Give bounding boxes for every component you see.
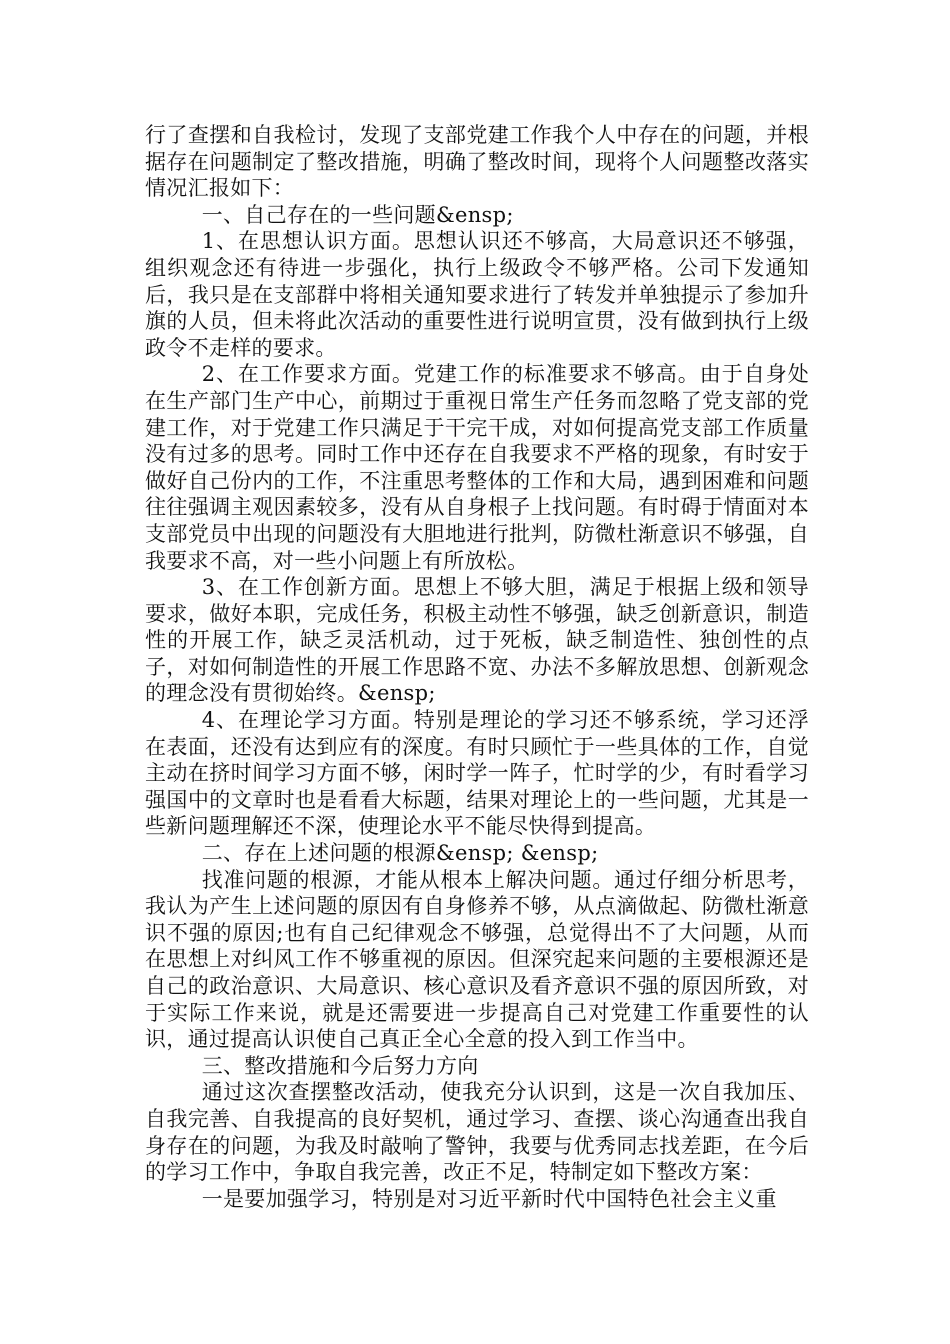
paragraph-rectification: 通过这次查摆整改活动，使我充分认识到，这是一次自我加压、自我完善、自我提高的良好契机，通过学习、查摆、谈心沟通查出我自身存在的问题，为我及时敲响了警钟，我要与优秀同志找差距，在今后的学习工作中，争取自我完善，改正不足，特制定如下整改方案：: [145, 1080, 809, 1185]
heading-section-1: 一、自己存在的一些问题&ensp;: [201, 202, 514, 227]
heading-section-3: 三、整改措施和今后努力方向: [201, 1053, 479, 1078]
paragraph-work-requirements: 2、在工作要求方面。党建工作的标准要求不够高。由于自身处在生产部门生产中心，前期过于重视日常生产任务而忽略了党支部的党建工作，对于党建工作只满足于干完干成，对如何提高党支部工作质量没有过多的思考。同时工作中还存在自我要求不严格的现象，有时安于做好自己份内的工作，不注重思考整体的工作和大局，遇到困难和问题往往强调主观因素较多，没有从自身根子上找问题。有时碍于情面对本支部党员中出现的问题没有大胆地进行批判，防微杜渐意识不够强，自我要求不高，对一些小问题上有所放松。: [145, 362, 809, 573]
document-body: [145, 122, 809, 1212]
paragraph-intro: 行了查摆和自我检讨，发现了支部党建工作我个人中存在的问题，并根据存在问题制定了整改措施，明确了整改时间，现将个人问题整改落实情况汇报如下：: [145, 123, 809, 201]
paragraph-first-measure: 一是要加强学习，特别是对习近平新时代中国特色社会主义重: [201, 1186, 777, 1211]
heading-section-2: 二、存在上述问题的根源&ensp; &ensp;: [201, 841, 599, 866]
paragraph-innovation: 3、在工作创新方面。思想上不够大胆，满足于根据上级和领导要求，做好本职，完成任务，积极主动性不够强，缺乏创新意识，制造性的开展工作，缺乏灵活机动，过于死板，缺乏制造性、独创性的点子，对如何制造性的开展工作思路不宽、办法不多解放思想、创新观念的理念没有贯彻始终。&ensp;: [145, 575, 809, 706]
paragraph-theory-study: 4、在理论学习方面。特别是理论的学习还不够系统，学习还浮在表面，还没有达到应有的深度。有时只顾忙于一些具体的工作，自觉主动在挤时间学习方面不够，闲时学一阵子，忙时学的少，有时看学习强国中的文章时也是看看大标题，结果对理论上的一些问题，尤其是一些新问题理解还不深，使理论水平不能尽快得到提高。: [145, 708, 809, 839]
paragraph-root-causes: 找准问题的根源，才能从根本上解决问题。通过仔细分析思考，我认为产生上述问题的原因有自身修养不够，从点滴做起、防微杜渐意识不强的原因;也有自己纪律观念不够强，总觉得出不了大问题，从而在思想上对纠风工作不够重视的原因。但深究起来问题的主要根源还是自己的政治意识、大局意识、核心意识及看齐意识不强的原因所致，对于实际工作来说，就是还需要进一步提高自己对党建工作重要性的认识，通过提高认识使自己真正全心全意的投入到工作当中。: [145, 867, 809, 1052]
paragraph-thinking: 1、在思想认识方面。思想认识还不够高，大局意识还不够强，组织观念还有待进一步强化，执行上级政令不够严格。公司下发通知后，我只是在支部群中将相关通知要求进行了转发并单独提示了参加升旗的人员，但未将此次活动的重要性进行说明宣贯，没有做到执行上级政令不走样的要求。: [145, 229, 809, 360]
